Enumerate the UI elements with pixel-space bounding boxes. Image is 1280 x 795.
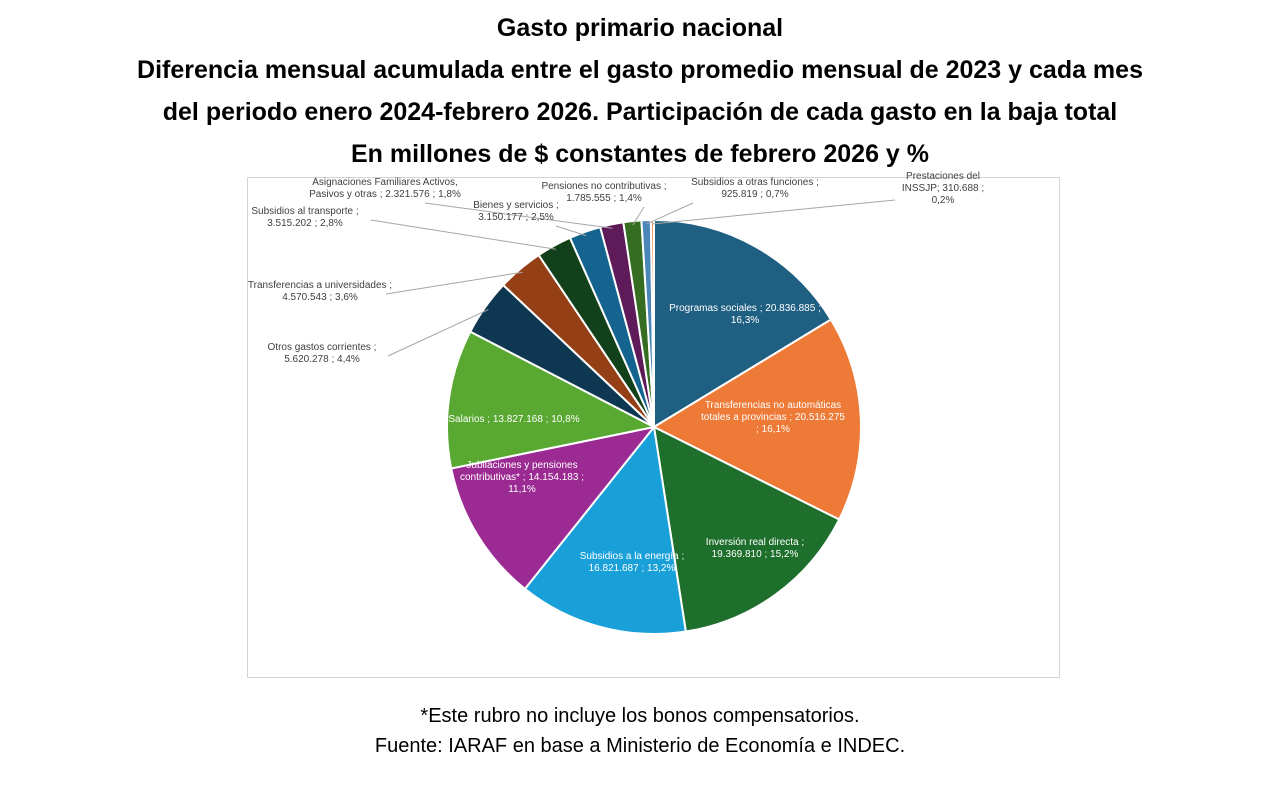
- slice-label-programas-sociales: Programas sociales ; 20.836.885 ; 16,3%: [669, 303, 821, 326]
- slice-label-pensiones-no-contributivas: Pensiones no contributivas ; 1.785.555 ; 1,4%: [541, 181, 667, 204]
- leader-line-prestaciones-del-inssjp: [652, 200, 895, 224]
- leader-line-subsidios-al-transporte: [371, 220, 556, 249]
- slice-label-asignaciones-familiares-activos-pasivos-y-otras: Asignaciones Familiares Activos, Pasivos y otras ; 2.321.576 ; 1,8%: [309, 177, 461, 200]
- chart-title: Gasto primario nacional: [496, 14, 784, 42]
- source-note: Fuente: IARAF en base a Ministerio de Economía e INDEC.: [374, 735, 906, 757]
- slice-label-transferencias-no-automaticas-totales-a-provincias: Transferencias no automáticas totales a provincias ; 20.516.275 ; 16,1%: [701, 400, 845, 435]
- slice-label-transferencias-a-universidades: Transferencias a universidades ; 4.570.543 ; 3,6%: [247, 280, 393, 303]
- slice-label-bienes-y-servicios: Bienes y servicios ; 3.150.177 ; 2,5%: [473, 200, 559, 223]
- slice-label-subsidios-a-la-energia: Subsidios a la energía ; 16.821.687 ; 13,2%: [579, 551, 685, 574]
- slice-label-subsidios-al-transporte: Subsidios al transporte ; 3.515.202 ; 2,8%: [251, 206, 359, 229]
- chart-subtitle-line-1: Diferencia mensual acumulada entre el gasto promedio mensual de 2023 y cada mes: [137, 56, 1143, 84]
- chart-units-line: En millones de $ constantes de febrero 2026 y %: [351, 140, 929, 168]
- footnote: *Este rubro no incluye los bonos compensatorios.: [420, 705, 860, 727]
- leader-line-bienes-y-servicios: [556, 226, 586, 236]
- slice-label-subsidios-a-otras-funciones: Subsidios a otras funciones ; 925.819 ; 0,7%: [691, 177, 819, 200]
- slice-label-inversion-real-directa: Inversión real directa ; 19.369.810 ; 15,2%: [705, 537, 805, 560]
- chart-subtitle-line-2: del periodo enero 2024-febrero 2026. Participación de cada gasto en la baja total: [162, 98, 1118, 126]
- slice-label-prestaciones-del-inssjp: Prestaciones del INSSJP; 310.688 ; 0,2%: [901, 171, 985, 206]
- slice-label-otros-gastos-corrientes: Otros gastos corrientes ; 5.620.278 ; 4,4%: [267, 342, 377, 365]
- slice-label-jubilaciones-y-pensiones-contributivas: Jubilaciones y pensiones contributivas* ; 14.154.183 ; 11,1%: [460, 460, 584, 495]
- slice-label-salarios: Salarios ; 13.827.168 ; 10,8%: [448, 414, 580, 425]
